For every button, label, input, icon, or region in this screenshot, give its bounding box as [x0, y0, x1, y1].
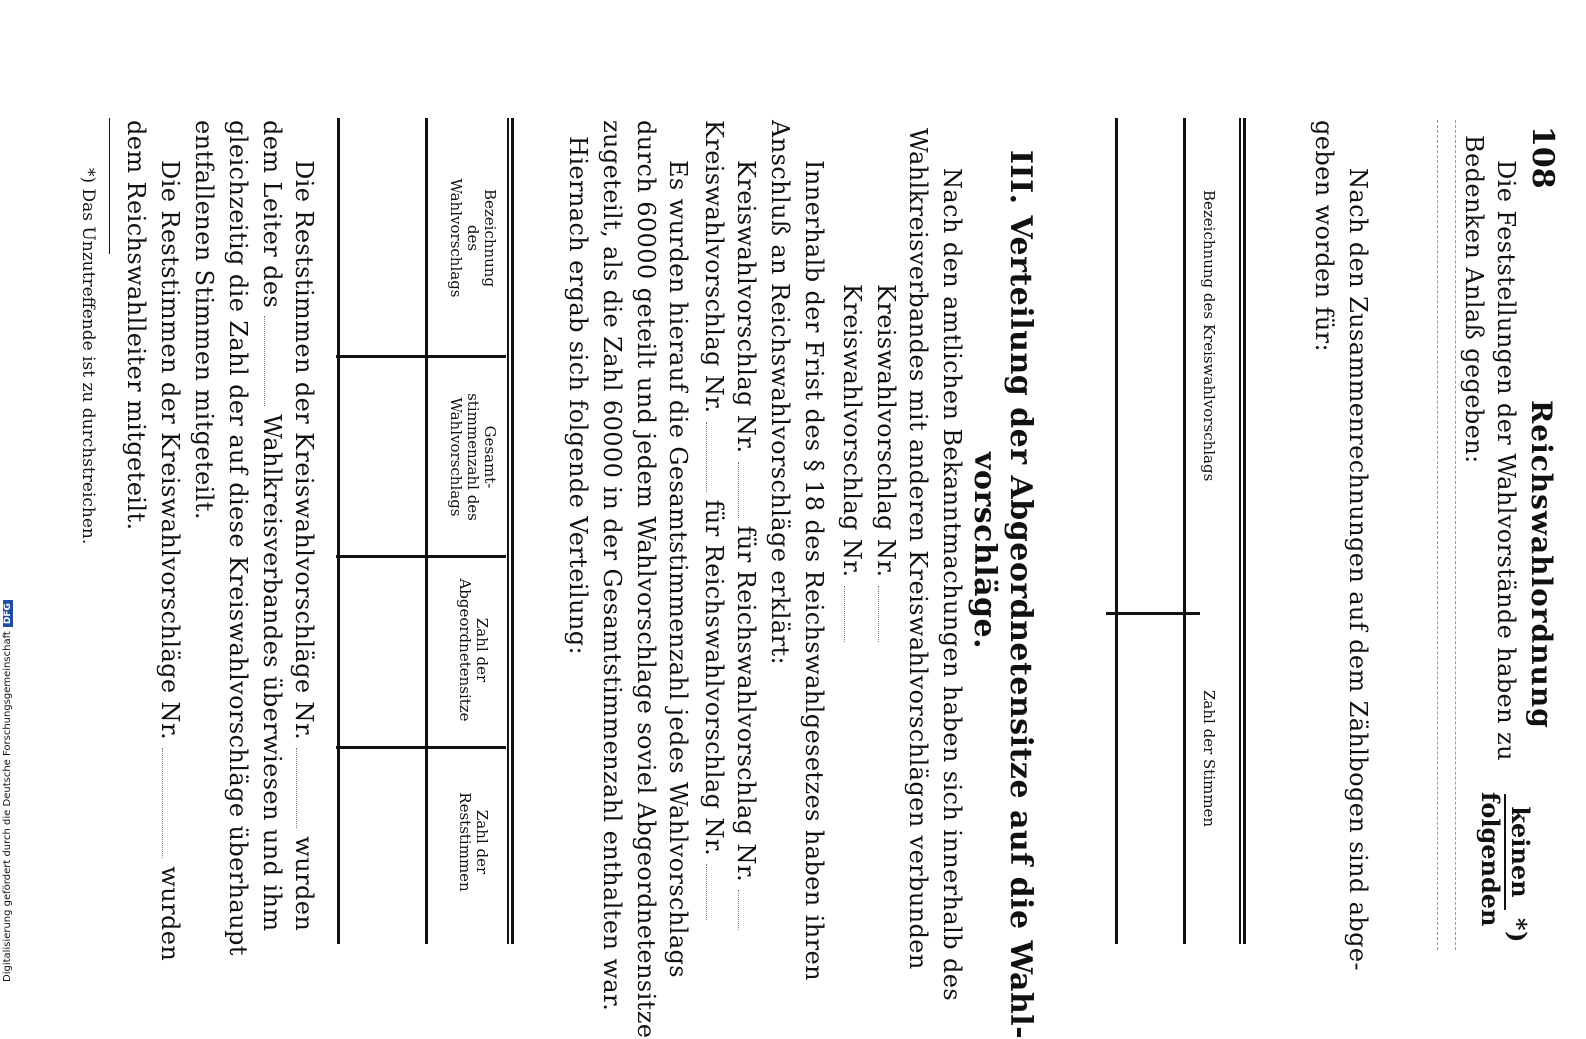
table2-top-rule	[507, 118, 509, 944]
section-3-para3-line2: durch 60000 geteilt und jedem Wahlvorschlage soviel Abgeordnetensitze	[632, 120, 660, 1039]
header-line: Bezeichnung	[481, 188, 499, 288]
header-line: Abgeordnetensitze	[456, 578, 474, 722]
table2-header-reststimmen	[456, 754, 490, 930]
dotted-separator	[1437, 120, 1438, 950]
table2-column-divider	[336, 355, 506, 358]
table1-header-rule	[1183, 118, 1186, 944]
header-line: stimmenzahl des	[464, 393, 482, 521]
closing-text: Wahlkreisverbandes überwiesen und ihm	[258, 414, 286, 932]
intro-line-2: Bedenken Anlaß gegeben:	[1460, 135, 1488, 464]
closing-p1-line3: gleichzeitig die Zahl der auf diese Kreiswahlvorschläge überhaupt	[224, 120, 252, 956]
closing-text: Die Reststimmen der Kreiswahlvorschläge Nr.	[156, 160, 184, 741]
table1-top-rule	[1239, 118, 1241, 944]
header-line: Zahl der	[473, 809, 491, 875]
table1-top-rule	[1243, 118, 1246, 944]
dotted-separator	[1455, 120, 1456, 950]
table1-header-stimmen: Zahl der Stimmen	[1200, 690, 1218, 828]
header-line: Zahl der	[473, 617, 491, 683]
anschluss-kwv-label: Kreiswahlvorschlag Nr.	[700, 120, 728, 414]
section-3-para1-line2: Wahlkreisverbandes mit anderen Kreiswahlvorschlägen verbunden	[904, 128, 932, 970]
section-3-para3-line4: Hiernach ergab sich folgende Verteilung:	[564, 136, 592, 656]
anschluss-kwv-label: Kreiswahlvorschlag Nr.	[732, 160, 760, 454]
table2-header-gesamtstimmenzahl	[447, 362, 498, 552]
fill-in-blank	[706, 422, 708, 492]
table2-top-rule	[511, 118, 514, 944]
footnote-text: *) Das Unzutreffende ist zu durchstreichen.	[78, 168, 98, 545]
fill-in-blank	[844, 586, 846, 642]
header-line: Wahlvorschlags	[447, 397, 465, 517]
recount-line-1: Nach den Zusammenrechnungen auf dem Zählbogen sind abge-	[1344, 168, 1372, 972]
table2-header-rule	[425, 118, 428, 944]
fill-in-blank	[878, 586, 880, 642]
section-3-para1-line1: Nach den amtlichen Bekanntmachungen haben sich innerhalb des	[938, 168, 966, 1002]
section-3-title: III. Verteilung der Abgeordnetensitze auf die Wahl-	[1003, 150, 1038, 1039]
section-3-para2-line1: Innerhalb der Frist des § 18 des Reichswahlgesetzes haben ihren	[800, 160, 828, 981]
anschluss-rwv-label: für Reichswahlvorschlag Nr.	[732, 525, 760, 883]
section-3-para3-line3: zugeteilt, als die Zahl 60000 in der Gesamtstimmenzahl enthalten war.	[598, 120, 626, 1012]
header-line: des	[464, 224, 482, 252]
running-title: Reichswahlordnung	[1525, 400, 1558, 729]
anschluss-line-1	[732, 160, 760, 930]
table2-bottom-rule	[337, 118, 340, 944]
fill-in-blank	[738, 462, 740, 518]
kwv-label: Kreiswahlvorschlag Nr.	[872, 284, 900, 578]
header-line: Gesamt-	[481, 425, 499, 489]
closing-text: Die Reststimmen der Kreiswahlvorschläge Nr.	[290, 160, 318, 741]
table1-column-divider	[1186, 612, 1200, 615]
kreiswahlvorschlag-line-2	[838, 284, 866, 642]
section-3-para3-line1: Es wurden hierauf die Gesamtstimmenzahl jedes Wahlvorschlags	[664, 160, 692, 979]
header-line: Reststimmen	[456, 792, 474, 892]
header-line: Wahlvorschlags	[447, 178, 465, 298]
footnote-marker: *)	[1503, 918, 1532, 943]
closing-text: wurden	[156, 866, 184, 962]
credit-text: Digitalisierung gefördert durch die Deutsche Forschungsgemeinschaft	[2, 631, 13, 982]
intro-line-1: Die Feststellungen der Wahlvorstände haben zu	[1492, 160, 1520, 761]
fill-in-blank	[738, 890, 740, 930]
anschluss-rwv-label: für Reichswahlvorschlag Nr.	[700, 499, 728, 857]
closing-p1-line2	[258, 120, 286, 932]
table2-header-bezeichnung	[447, 146, 498, 330]
anschluss-line-2	[700, 120, 728, 920]
section-3-title-cont: vorschläge.	[967, 452, 1002, 650]
dfg-logo: DFG	[3, 600, 13, 627]
table2-header-abgeordnetensitze	[456, 560, 490, 740]
fill-in-blank	[264, 316, 266, 406]
table2-column-divider	[336, 555, 506, 558]
table2-column-divider	[336, 746, 506, 749]
closing-p1-line4: entfallenen Stimmen mitgeteilt.	[190, 120, 218, 520]
fill-in-blank	[296, 748, 298, 828]
closing-p2-line1	[156, 160, 184, 961]
footnote-rule	[109, 118, 110, 254]
table1-bottom-rule	[1115, 118, 1118, 944]
kwv-label: Kreiswahlvorschlag Nr.	[838, 284, 866, 578]
closing-text: wurden	[290, 836, 318, 932]
closing-p1-line1	[290, 160, 318, 931]
option-folgenden: folgenden	[1476, 792, 1505, 927]
fill-in-blank	[162, 748, 164, 858]
choice-keinen-folgenden	[1476, 792, 1535, 927]
kreiswahlvorschlag-line-1	[872, 284, 900, 642]
page-number: 108	[1525, 126, 1560, 189]
section-3-para2-line2: Anschluß an Reichswahlvorschläge erklärt:	[766, 120, 794, 666]
fill-in-blank	[706, 864, 708, 920]
recount-line-2: geben worden für:	[1310, 120, 1338, 353]
table1-header-bezeichnung: Bezeichnung des Kreiswahlvorschlags	[1200, 190, 1218, 482]
closing-p2-line2: dem Reichswahlleiter mitgeteilt.	[122, 120, 150, 531]
digitization-credit	[2, 600, 13, 982]
option-keinen: keinen	[1506, 806, 1535, 898]
closing-text: dem Leiter des	[258, 120, 286, 309]
